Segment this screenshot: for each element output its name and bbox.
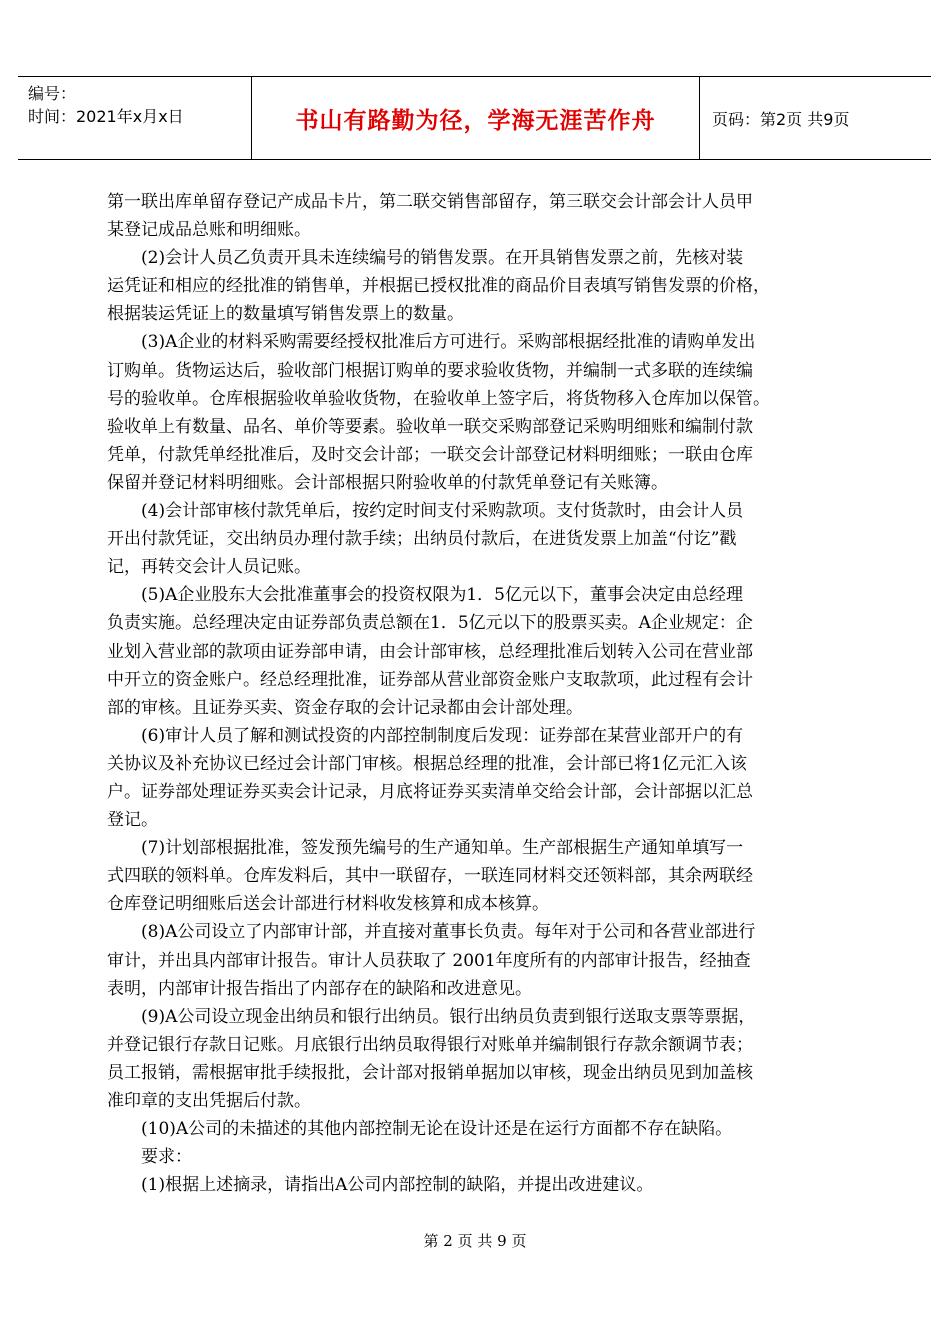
body-text-line: 开出付款凭证，交出纳员办理付款手续；出纳员付款后，在进货发票上加盖“付讫”戳 <box>107 529 737 550</box>
body-text-line: 中开立的资金账户。经总经理批准，证券部从营业部资金账户支取款项，此过程有会计 <box>107 669 753 690</box>
body-text-line: 关协议及补充协议已经过会计部门审核。根据总经理的批准，会计部已将1亿元汇入该 <box>107 753 747 774</box>
header-motto: 书山有路勤为径，学海无涯苦作舟 <box>295 107 656 134</box>
body-text-line: 根据装运凭证上的数量填写销售发票上的数量。 <box>107 304 464 325</box>
body-text-line: (8)A公司设立了内部审计部，并直接对董事长负责。每年对于公司和各营业部进行 <box>107 922 756 943</box>
document-time-label: 时间：2021年x月x日 <box>28 107 184 126</box>
body-text-line: 登记。 <box>107 810 158 831</box>
body-text-line: (5)A企业股东大会批准董事会的投资权限为1．5亿元以下，董事会决定由总经理 <box>107 585 743 606</box>
body-text-line: (10)A公司的未描述的其他内部控制无论在设计还是在运行方面都不存在缺陷。 <box>107 1119 733 1140</box>
body-text-line: (7)计划部根据批准，签发预先编号的生产通知单。生产部根据生产通知单填写一 <box>107 838 744 859</box>
header-meta <box>18 77 251 159</box>
header-page-cell <box>700 77 931 159</box>
body-text-line: 员工报销，需根据审批手续报批，会计部对报销单据加以审核，现金出纳员见到加盖核 <box>107 1062 753 1083</box>
body-text-line: 凭单，付款凭单经批准后，及时交会计部；一联交会计部登记材料明细账；一联由仓库 <box>107 444 753 465</box>
body-text-line: (9)A公司设立现金出纳员和银行出纳员。银行出纳员负责到银行送取支票等票据， <box>107 1006 756 1027</box>
page-footer: 第 2 页 共 9 页 <box>423 1232 527 1250</box>
document-body <box>107 188 844 1199</box>
body-text-line: 保留并登记材料明细账。会计部根据只附验收单的付款凭单登记有关账簿。 <box>107 472 668 493</box>
body-text-line: 准印章的支出凭据后付款。 <box>107 1091 311 1111</box>
body-text-line: (2)会计人员乙负责开具未连续编号的销售发票。在开具销售发票之前，先核对装 <box>107 248 744 269</box>
body-text-line: 业划入营业部的款项由证券部申请，由会计部审核，总经理批准后划转入公司在营业部 <box>107 641 753 662</box>
body-text-line: 户。证券部处理证券买卖会计记录，月底将证券买卖清单交给会计部，会计部据以汇总 <box>107 781 753 802</box>
header-page-info: 页码：第2页 共9页 <box>712 109 850 129</box>
header-motto-cell <box>251 77 700 159</box>
body-text-line: (6)审计人员了解和测试投资的内部控制制度后发现：证券部在某营业部开户的有 <box>107 725 744 746</box>
body-text-line: 第一联出库单留存登记产成品卡片，第二联交销售部留存，第三联交会计部会计人员甲 <box>107 192 753 212</box>
body-text-line: 并登记银行存款日记账。月底银行出纳员取得银行对账单并编制银行存款余额调节表； <box>107 1034 753 1055</box>
body-text-line: 订购单。货物运达后，验收部门根据订购单的要求验收货物，并编制一式多联的连续编 <box>107 360 753 381</box>
page-header <box>18 76 931 160</box>
body-text-line: 部的审核。且证券买卖、资金存取的会计记录都由会计部处理。 <box>107 697 583 718</box>
body-text-line: 某登记成品总账和明细账。 <box>107 220 311 241</box>
body-text-line: 要求： <box>107 1147 192 1168</box>
body-text-line: 表明，内部审计报告指出了内部存在的缺陷和改进意见。 <box>107 978 532 999</box>
body-text-line: 式四联的领料单。仓库发料后，其中一联留存，一联连同材料交还领料部，其余两联经 <box>107 866 753 887</box>
body-text-line: (1)根据上述摘录，请指出A公司内部控制的缺陷，并提出改进建议。 <box>107 1175 654 1196</box>
body-text-line: (3)A企业的材料采购需要经授权批准后方可进行。采购部根据经批准的请购单发出 <box>107 332 756 353</box>
body-text-line: 号的验收单。仓库根据验收单验收货物，在验收单上签字后，将货物移入仓库加以保管。 <box>107 388 770 409</box>
body-text-line: 仓库登记明细账后送会计部进行材料收发核算和成本核算。 <box>107 894 549 915</box>
body-text-line: (4)会计部审核付款凭单后，按约定时间支付采购款项。支付货款时，由会计人员 <box>107 501 744 522</box>
body-text-line: 运凭证和相应的经批准的销售单，并根据已授权批准的商品价目表填写销售发票的价格， <box>107 276 770 297</box>
body-text-line: 审计，并出具内部审计报告。审计人员获取了 2001年度所有的内部审计报告，经抽查 <box>107 950 751 971</box>
document-number-label: 编号： <box>28 84 77 103</box>
body-text-line: 记，再转交会计人员记账。 <box>107 557 311 578</box>
body-text-line: 验收单上有数量、品名、单价等要素。验收单一联交采购部登记采购明细账和编制付款 <box>107 416 753 437</box>
body-text-line: 负责实施。总经理决定由证券部负责总额在1．5亿元以下的股票买卖。A企业规定：企 <box>107 613 753 634</box>
